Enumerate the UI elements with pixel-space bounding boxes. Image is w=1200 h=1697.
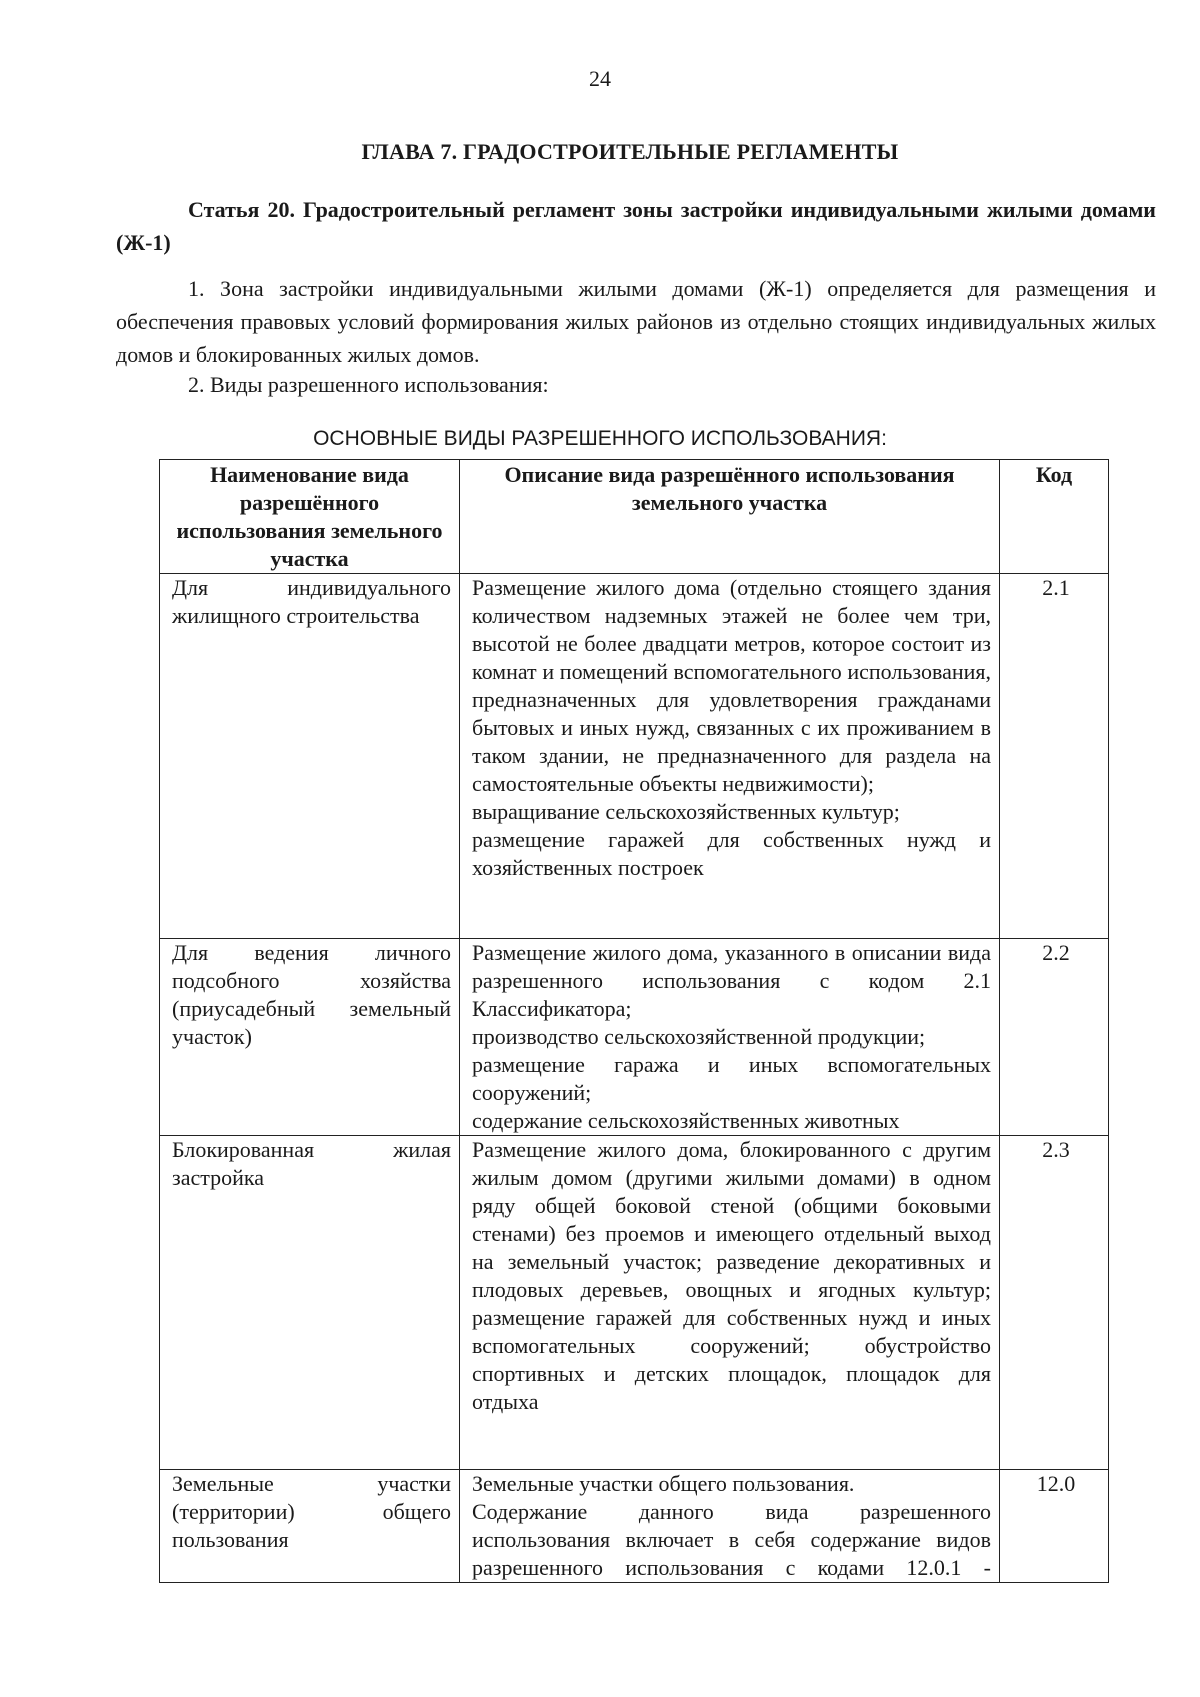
table-row: [160, 1136, 1109, 1470]
use-name: Для ведения личного подсобного хозяйства (приусадебный земельный участок): [160, 939, 460, 1136]
use-code: 2.2: [1000, 939, 1109, 1136]
description-line: Размещение жилого дома, блокированного с другим жилым домом (другими жилыми домами) в одном ряду общей боковой стеной (общими боковыми стенами) без проемов и имеющего отдельный выход на земельный участок; разведение декоративных и плодовых деревьев, овощных и ягодных культур; размещение гаражей для собственных нужд и иных вспомогательных сооружений; обустройство спортивных и детских площадок, площадок для отдыха: [472, 1137, 991, 1414]
description-line: Размещение жилого дома (отдельно стоящего здания количеством надземных этажей не более чем три, высотой не более двадцати метров, которое состоит из комнат и помещений вспомогательного использования, предназначенных для удовлетворения гражданами бытовых и иных нужд, связанных с их проживанием в таком здании, не предназначенного для раздела на самостоятельные объекты недвижимости);: [472, 575, 991, 796]
use-description: [460, 939, 1000, 1136]
header-name: Наименование вида разрешённого использования земельного участка: [160, 460, 460, 574]
description-line: Содержание данного вида разрешенного использования включает в себя содержание видов разрешенного использования с кодами 12.0.1 -: [472, 1499, 991, 1580]
use-name: Блокированная жилая застройка: [160, 1136, 460, 1470]
description-line: Земельные участки общего пользования.: [472, 1471, 855, 1496]
header-code: Код: [1000, 460, 1109, 574]
table-header-row: [160, 460, 1109, 574]
table-row: [160, 939, 1109, 1136]
chapter-title: ГЛАВА 7. ГРАДОСТРОИТЕЛЬНЫЕ РЕГЛАМЕНТЫ: [361, 139, 899, 164]
description-line: производство сельскохозяйственной продукции;: [472, 1024, 926, 1049]
table-row: [160, 574, 1109, 939]
page-number: 24: [589, 66, 611, 91]
use-code: 12.0: [1000, 1470, 1109, 1583]
description-line: размещение гаражей для собственных нужд и хозяйственных построек: [472, 827, 991, 880]
description-line: содержание сельскохозяйственных животных: [472, 1108, 900, 1133]
use-code: 2.3: [1000, 1136, 1109, 1470]
paragraph-permitted-uses: 2. Виды разрешенного использования:: [188, 372, 549, 397]
article-title: Статья 20. Градостроительный регламент зоны застройки индивидуальными жилыми домами (Ж-1): [116, 197, 1156, 255]
description-line: выращивание сельскохозяйственных культур;: [472, 799, 900, 824]
use-description: [460, 574, 1000, 939]
paragraph-zone-definition: 1. Зона застройки индивидуальными жилыми домами (Ж-1) определяется для размещения и обеспечения правовых условий формирования жилых районов из отдельно стоящих индивидуальных жилых домов и блокированных жилых домов.: [116, 276, 1156, 367]
use-code: 2.1: [1000, 574, 1109, 939]
use-description: [460, 1136, 1000, 1470]
description-line: Размещение жилого дома, указанного в описании вида разрешенного использования с кодом 2.1 Классификатора;: [472, 940, 991, 1021]
table-caption: ОСНОВНЫЕ ВИДЫ РАЗРЕШЕННОГО ИСПОЛЬЗОВАНИЯ:: [313, 427, 887, 450]
use-description: [460, 1470, 1000, 1583]
use-name: Земельные участки (территории) общего пользования: [160, 1470, 460, 1583]
use-name: Для индивидуального жилищного строительства: [160, 574, 460, 939]
header-description: Описание вида разрешённого использования земельного участка: [460, 460, 1000, 574]
table-row: [160, 1470, 1109, 1583]
description-line: размещение гаража и иных вспомогательных сооружений;: [472, 1052, 991, 1105]
permitted-uses-table: [159, 459, 1109, 1583]
